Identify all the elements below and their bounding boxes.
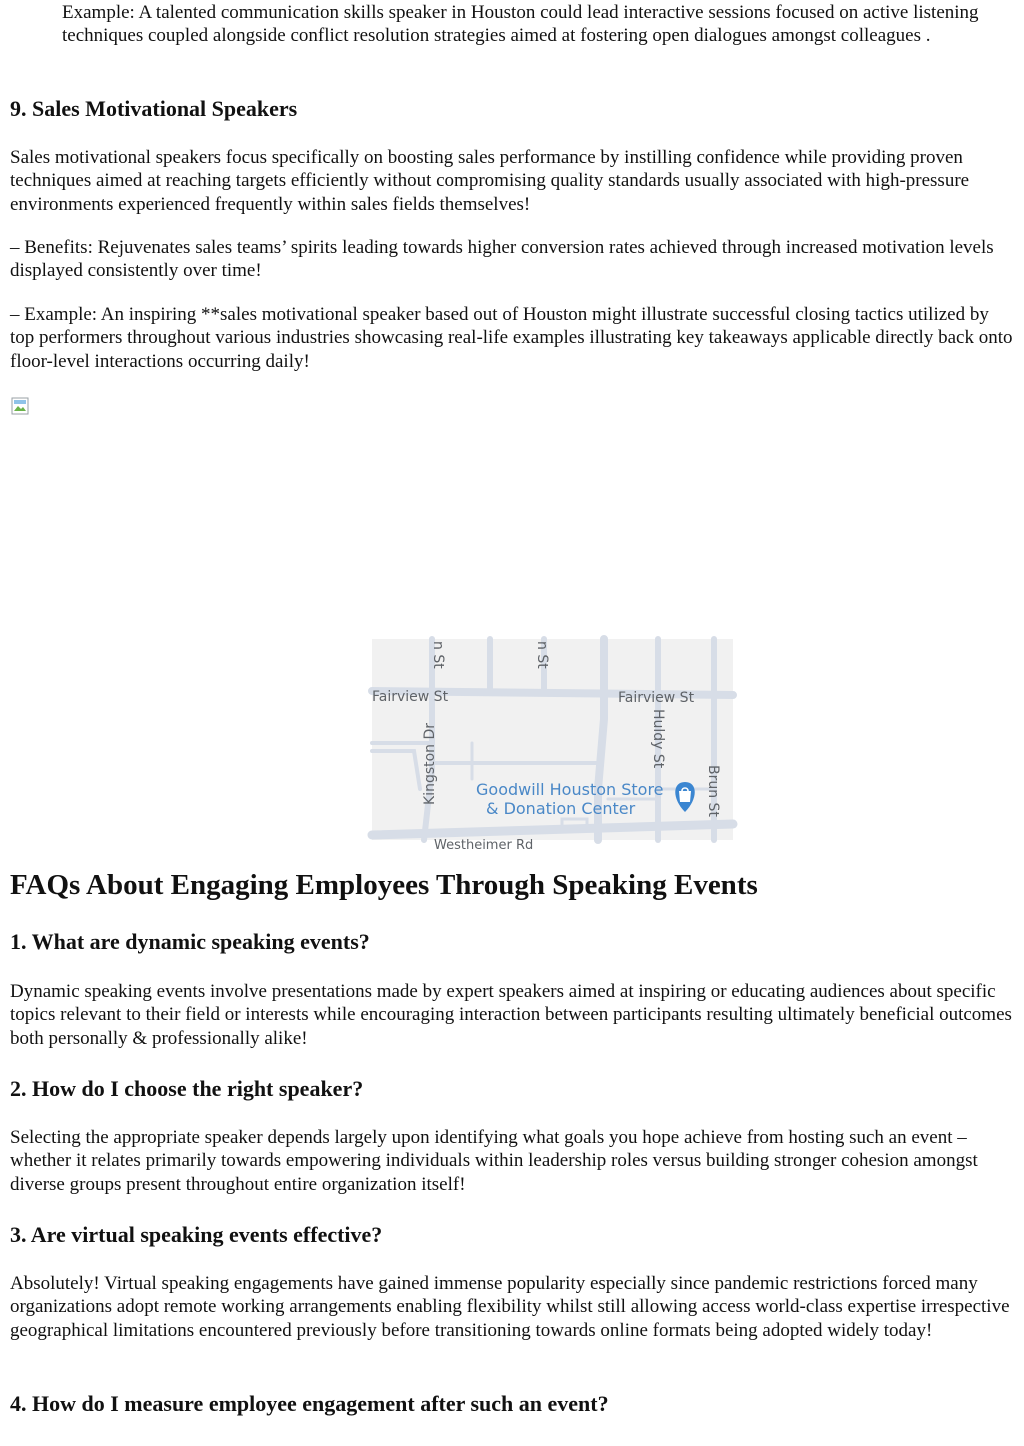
faq-question-2: 2. How do I choose the right speaker? <box>10 1076 364 1101</box>
map-label-huldy: Huldy St <box>650 709 666 769</box>
map-label-street-top-left: n St <box>430 641 446 669</box>
faq-answer-2: Selecting the appropriate speaker depends largely upon identifying what goals you hope achieve from hosting such an event – whether it relates primarily towards empowering individuals within leadership roles versus building stronger cohesion amongst diverse groups present throughout entire organization itself! <box>10 1127 978 1195</box>
faq-question-4: 4. How do I measure employee engagement after such an event? <box>10 1391 609 1416</box>
location-map[interactable] <box>372 639 733 853</box>
map-label-bottom-road: Westheimer Rd <box>434 838 534 853</box>
faq-question-1: 1. What are dynamic speaking events? <box>10 929 370 954</box>
faq-answer-3: Absolutely! Virtual speaking engagements have gained immense popularity especially since pandemic restrictions forced many organizations adopt remote working arrangements enabling flexibility whilst still allowing access world-class expertise irrespective geographical limitations encountered previously before transitioning towards online formats being adopted widely today! <box>10 1273 1010 1341</box>
faq-answer-1: Dynamic speaking events involve presentations made by expert speakers aimed at inspiring or educating audiences about specific topics relevant to their field or interests while encouraging interaction between participants resulting ultimately beneficial outcomes both personally & professionally alike! <box>10 981 1012 1049</box>
sales-speakers-paragraph: Sales motivational speakers focus specifically on boosting sales performance by instilling confidence while providing proven techniques aimed at reaching targets efficiently without compromising quality standards usually associated with high-pressure environments experienced frequently within sales fields themselves! <box>10 147 970 215</box>
intro-example-text: Example: A talented communication skills speaker in Houston could lead interactive sessions focused on active listening techniques coupled alongside conflict resolution strategies aimed at fostering open dialogues amongst colleagues . <box>62 2 979 47</box>
sales-speakers-example: – Example: An inspiring **sales motivational speaker based out of Houston might illustrate successful closing tactics utilized by top performers throughout various industries showcasing real-life examples illustrating key takeaways applicable directly back onto floor-level interactions occurring daily! <box>10 304 1013 372</box>
map-label-brun: Brun St <box>705 765 721 817</box>
faq-question-3: 3. Are virtual speaking events effective? <box>10 1222 383 1247</box>
faq-heading: FAQs About Engaging Employees Through Speaking Events <box>10 869 758 901</box>
broken-image-icon <box>11 397 29 415</box>
map-place-name-line1[interactable]: Goodwill Houston Store <box>476 780 664 799</box>
sales-speakers-benefits: – Benefits: Rejuvenates sales teams’ spirits leading towards higher conversion rates achieved through increased motivation levels displayed consistently over time! <box>10 237 994 282</box>
map-label-kingston: Kingston Dr <box>422 722 438 805</box>
map-label-fairview-right: Fairview St <box>618 690 695 706</box>
section-heading-sales-speakers: 9. Sales Motivational Speakers <box>10 96 298 121</box>
map-label-street-top-mid: n St <box>534 641 550 669</box>
map-place-name-line2[interactable]: & Donation Center <box>486 799 636 818</box>
map-label-fairview-left: Fairview St <box>372 689 449 705</box>
